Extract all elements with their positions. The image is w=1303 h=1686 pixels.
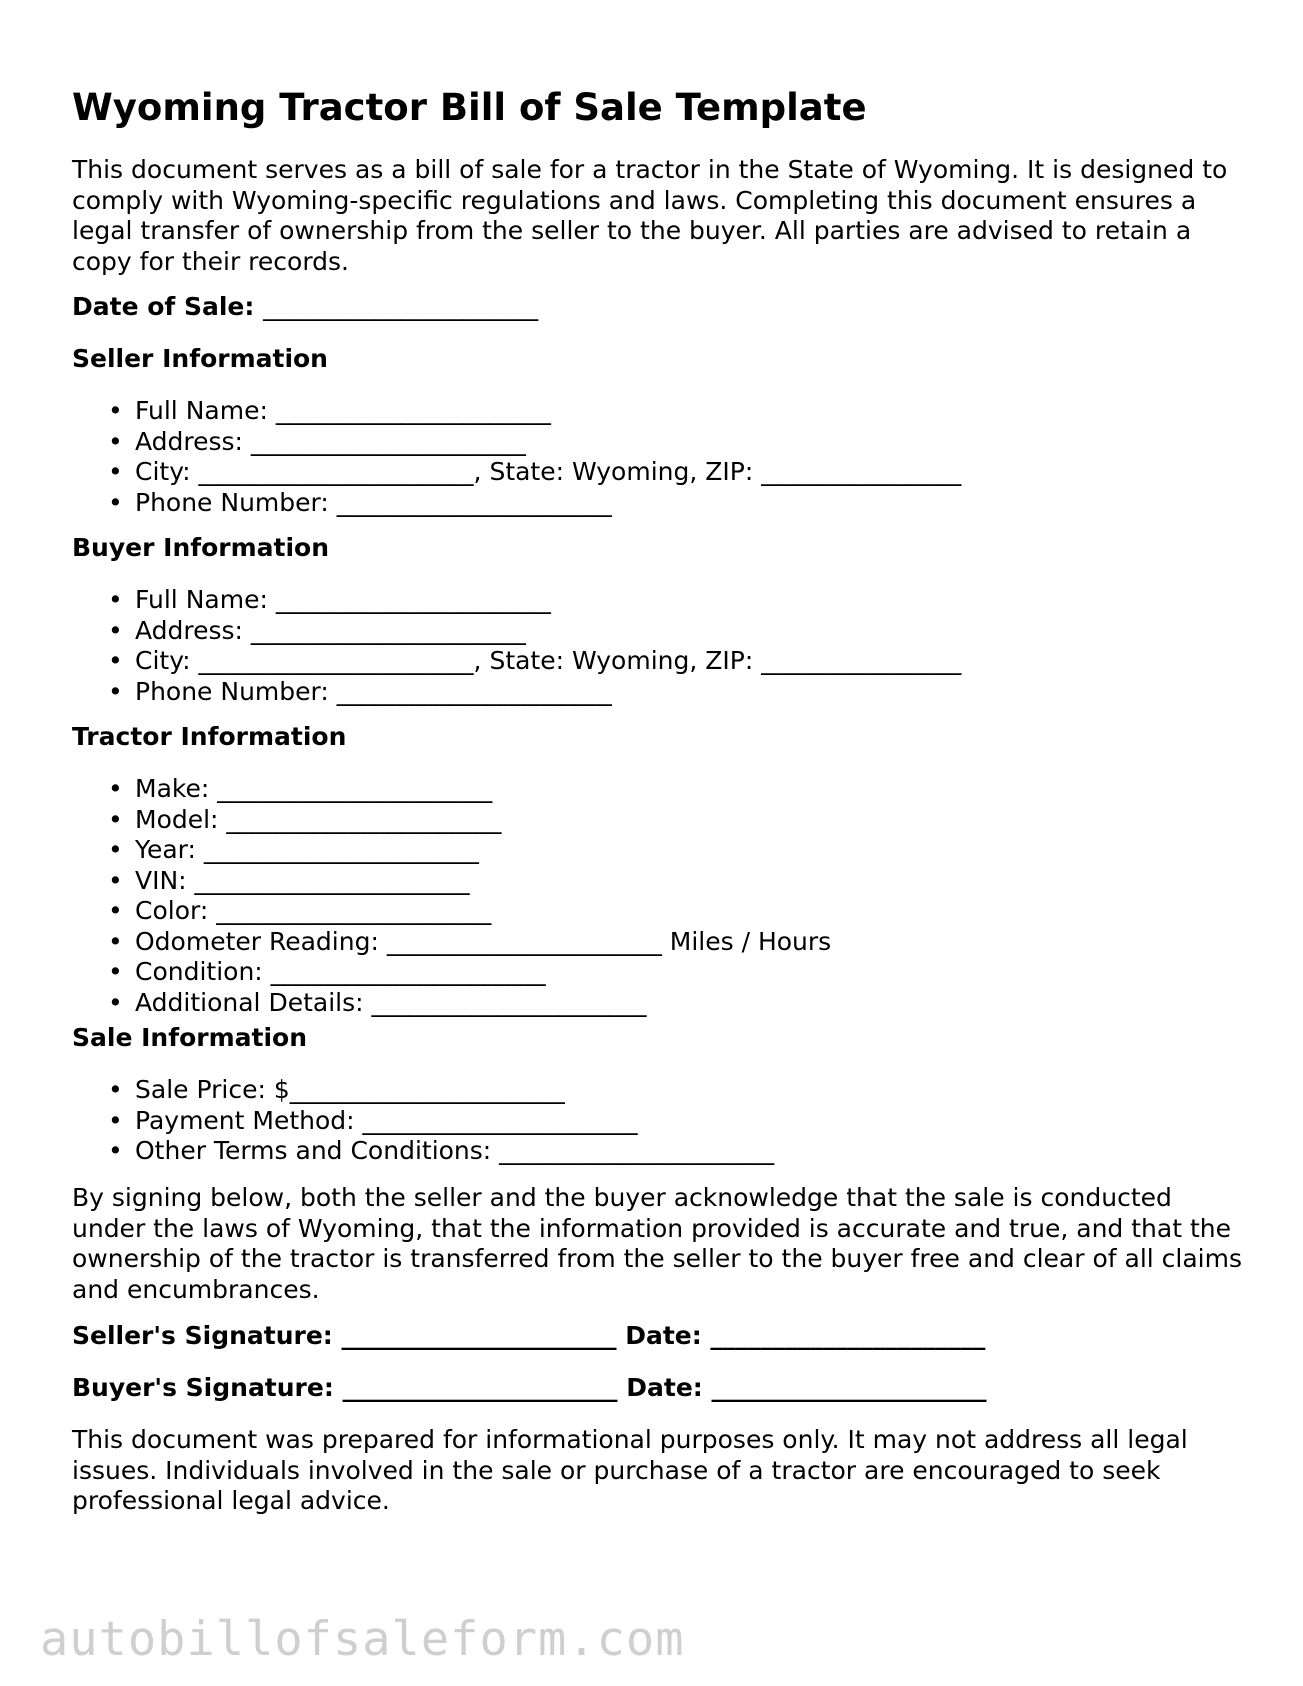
- buyer-signature-line: Buyer's Signature: ______________________ Date: ______________________: [72, 1373, 987, 1402]
- seller-fields: [72, 396, 961, 518]
- sale-heading: Sale Information: [72, 1023, 307, 1052]
- date-of-sale-label: Date of Sale:: [72, 292, 255, 321]
- tractor-color: • Color: ______________________: [72, 896, 831, 927]
- tractor-condition: • Condition: ______________________: [72, 957, 831, 988]
- buyer-address: • Address: ______________________: [72, 616, 961, 647]
- seller-phone: • Phone Number: ______________________: [72, 488, 961, 519]
- buyer-city: • City: ______________________, State: Wyoming, ZIP: ________________: [72, 646, 961, 677]
- seller-city: • City: ______________________, State: Wyoming, ZIP: ________________: [72, 457, 961, 488]
- tractor-vin: • VIN: ______________________: [72, 866, 831, 897]
- seller-signature-line: Seller's Signature: ______________________ Date: ______________________: [72, 1321, 986, 1350]
- page-title: Wyoming Tractor Bill of Sale Template: [72, 86, 867, 129]
- tractor-model: • Model: ______________________: [72, 805, 831, 836]
- tractor-make: • Make: ______________________: [72, 774, 831, 805]
- sale-fields: [72, 1075, 774, 1167]
- date-of-sale-line: [72, 292, 538, 322]
- seller-full-name: • Full Name: ______________________: [72, 396, 961, 427]
- seller-address: • Address: ______________________: [72, 427, 961, 458]
- other-terms: • Other Terms and Conditions: ______________________: [72, 1136, 774, 1167]
- tractor-fields: [72, 774, 831, 1018]
- buyer-phone: • Phone Number: ______________________: [72, 677, 961, 708]
- tractor-year: • Year: ______________________: [72, 835, 831, 866]
- buyer-full-name: • Full Name: ______________________: [72, 585, 961, 616]
- buyer-fields: [72, 585, 961, 707]
- tractor-heading: Tractor Information: [72, 722, 347, 751]
- sale-price: • Sale Price: $______________________: [72, 1075, 774, 1106]
- seller-heading: Seller Information: [72, 344, 328, 373]
- tractor-additional-details: • Additional Details: ______________________: [72, 988, 831, 1019]
- acknowledgment-paragraph: By signing below, both the seller and the buyer acknowledge that the sale is conducted under the laws of Wyoming, that the information provided is accurate and true, and that the ownership of the tractor is transferred from the seller to the buyer free and clear of all claims and encumbrances.: [72, 1183, 1243, 1304]
- tractor-odometer: • Odometer Reading: ______________________ Miles / Hours: [72, 927, 831, 958]
- watermark: autobillofsaleform.com: [40, 1612, 685, 1667]
- intro-paragraph: This document serves as a bill of sale for a tractor in the State of Wyoming. It is designed to comply with Wyoming-specific regulations and laws. Completing this document ensures a legal transfer of ownership from the seller to the buyer. All parties are advised to retain a copy for their records.: [72, 155, 1228, 276]
- disclaimer-paragraph: This document was prepared for informational purposes only. It may not address all legal issues. Individuals involved in the sale or purchase of a tractor are encouraged to seek professional legal advice.: [72, 1425, 1188, 1515]
- date-of-sale-blank: ______________________: [263, 292, 539, 321]
- payment-method: • Payment Method: ______________________: [72, 1106, 774, 1137]
- buyer-heading: Buyer Information: [72, 533, 330, 562]
